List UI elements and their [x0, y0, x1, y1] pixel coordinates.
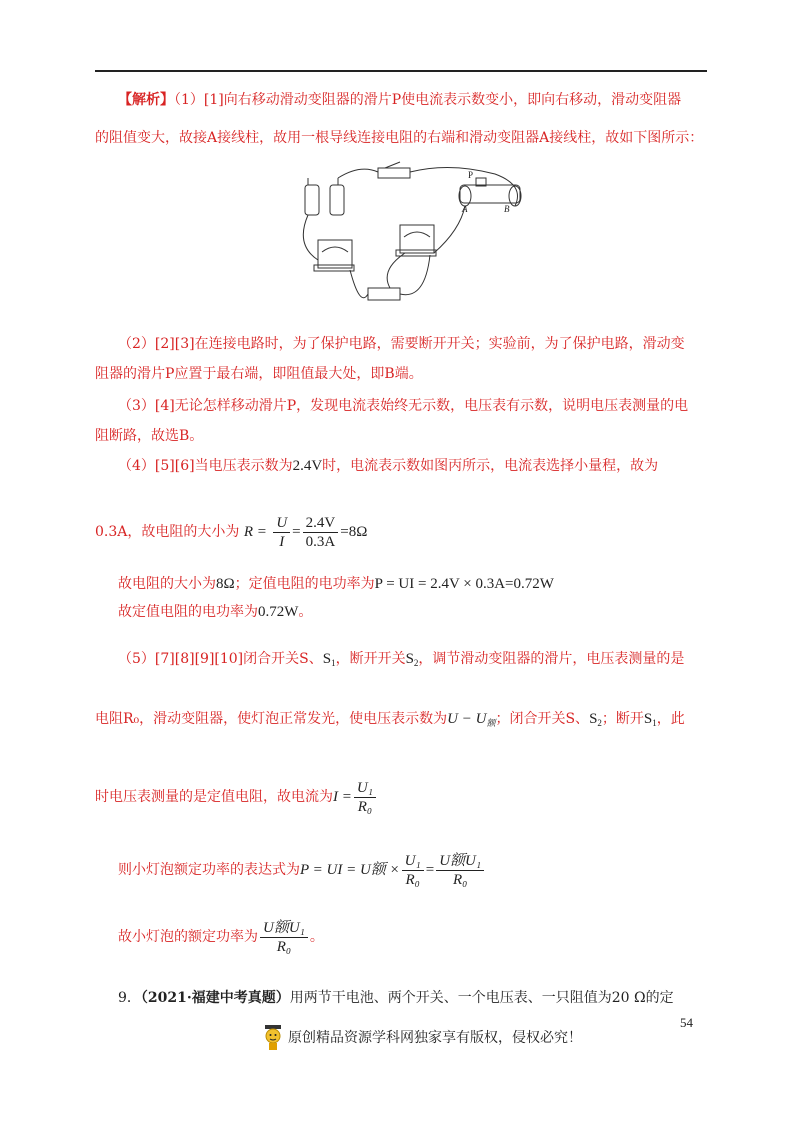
p5-line-5: [118, 915, 324, 959]
p2-line-1: （2）[2][3]在连接电路时，为了保护电路，需要断开开关；实验前，为了保护电路，滑动变: [118, 336, 685, 352]
s2-symbol: $S_2$: [405, 651, 419, 668]
analysis-line-1: [118, 86, 681, 114]
label-a: A: [462, 204, 468, 214]
p4-line4-b: 。: [298, 604, 313, 620]
p5-line-1: [118, 645, 684, 677]
q9-number: 9．: [118, 990, 141, 1006]
p5-p-eq: P = UI = U额 ×: [300, 862, 400, 878]
s1-symbol: $S_1$: [322, 651, 336, 668]
p5-line-3: [95, 775, 378, 819]
page-number: 54: [680, 1015, 693, 1030]
q9-source: （2021·福建中考真题）: [140, 990, 290, 1006]
footer-copyright: 原创精品资源学科网独家享有版权，侵权必究！: [288, 1030, 582, 1046]
p4-frac-ui: $\frac{U}{I}$: [273, 514, 290, 551]
p5-power-frac-2: $\frac{\text{U额U₁}}{\text{R₀}}$: [436, 852, 484, 889]
p4-line4-a: 故定值电阻的电功率为: [118, 604, 258, 620]
ammeter: [318, 240, 352, 268]
question-9: [118, 984, 674, 1012]
s2-symbol-2: $S_2$: [589, 711, 602, 728]
p5-line2-c: ；断开: [601, 711, 644, 727]
p4-power-eq: P = UI = 2.4V × 0.3A=0.72W: [374, 576, 554, 592]
p5-rated-power-frac: $\frac{\text{U额U₁}}{\text{R₀}}$: [260, 919, 308, 956]
p5-line1-a: （5）[7][8][9][10]闭合开关S、: [118, 651, 323, 667]
p5-expr: $U - U_额$: [447, 711, 496, 728]
p5-line1-b: ，断开开关: [335, 651, 406, 667]
p5-power-frac-1: $\frac{\text{U₁}}{\text{R₀}}$: [402, 852, 424, 889]
p4-line-3: [118, 570, 554, 598]
p3-line-1: （3）[4]无论怎样移动滑片P，发现电流表始终无示数，电压表有示数，说明电压表测量的电: [118, 398, 689, 414]
p4-line-4: [118, 598, 312, 626]
p4-line1-b: 时，电流表示数如图丙所示，电流表选择小量程，故为: [322, 458, 659, 474]
p4-r-eq: R =: [243, 524, 267, 540]
p5-line2-b: ；闭合开关S、: [495, 711, 590, 727]
p5-line-4: 则小灯泡额定功率的表达式为P = UI = U额 × $\frac{\text{U₁}}{\text{R₀}}$ = $\frac{\text{U额U₁}}{\text{R₀}}$: [118, 848, 486, 892]
q9-text: 用两节干电池、两个开关、一个电压表、一只阻值为20 Ω的定: [289, 990, 674, 1006]
p5-line5-a: 故小灯泡的额定功率为: [118, 929, 258, 945]
p4-line-1: [118, 452, 658, 480]
footer: [262, 1023, 582, 1051]
p4-line-2: 0.3A，故电阻的大小为 R = $\frac{U}{I}$ = $\frac{2.4V}{0.3A}$ =8Ω: [95, 514, 368, 550]
p5-line1-c: ，调节滑动变阻器的滑片，电压表测量的是: [418, 651, 685, 667]
p5-line4-a: 则小灯泡额定功率的表达式为: [118, 862, 300, 878]
p4-power: 0.72W: [258, 604, 299, 620]
p4-line3-b: ；定值电阻的电功率为: [234, 576, 375, 592]
resistor: [368, 288, 400, 300]
p4-frac-values: $\frac{2.4V}{0.3A}$: [303, 514, 339, 551]
p5-current-frac: $\frac{\text{U₁}}{\text{R₀}}$: [354, 779, 376, 816]
label-b: B: [504, 204, 510, 214]
voltmeter: [400, 225, 434, 253]
p3-line-2: 阻断路，故选B。: [95, 428, 204, 444]
p4-resistance: 8Ω: [216, 576, 235, 592]
switch: [378, 168, 410, 178]
battery-1: [305, 185, 319, 215]
analysis-tag: 【解析】: [118, 92, 174, 108]
p4-voltage: 2.4V: [292, 458, 323, 474]
p4-line3-a: 故电阻的大小为: [118, 576, 216, 592]
p4-line2-a: 0.3A，故电阻的大小为: [95, 524, 240, 540]
p5-line5-b: 。: [309, 929, 324, 945]
analysis-line-2: 的阻值变大，故接A接线柱，故用一根导线连接电阻的右端和滑动变阻器A接线柱，故如下图所示：: [95, 130, 704, 146]
p5-i-eq: I =: [333, 789, 352, 805]
header-rule: [95, 70, 707, 72]
p2-line-2: 阻器的滑片P应置于最右端，即阻值最大处，即B端。: [95, 366, 423, 382]
p5-line2-d: ，此: [656, 711, 685, 727]
mascot-logo-icon: [262, 1023, 284, 1051]
p5-line-2: [95, 705, 685, 737]
p5-line2-a: 电阻R₀，滑动变阻器，使灯泡正常发光，使电压表示数为: [95, 711, 448, 727]
p4-line1-a: （4）[5][6]当电压表示数为: [118, 458, 293, 474]
p5-line3-a: 时电压表测量的是定值电阻，故电流为: [95, 789, 333, 805]
s1-symbol-2: $S_1$: [643, 711, 657, 728]
p4-result: =8Ω: [340, 524, 368, 540]
battery-2: [330, 185, 344, 215]
circuit-diagram: [300, 160, 530, 310]
label-p: P: [468, 170, 474, 180]
p1-line1: （1）[1]向右移动滑动变阻器的滑片P使电流表示数变小，即向右移动，滑动变阻器: [174, 92, 682, 108]
